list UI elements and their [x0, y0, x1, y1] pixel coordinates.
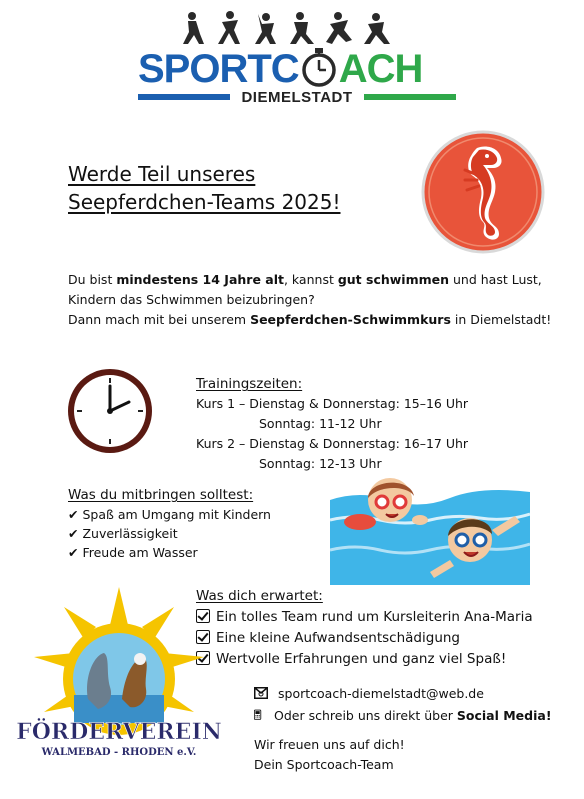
verein-subname: WALMEBAD - RHODEN e.V. — [41, 747, 197, 758]
intro-line-1 — [68, 270, 568, 290]
social-row — [254, 705, 552, 727]
intro-l1-d: gut schwimmen — [337, 272, 450, 287]
contact-section — [254, 683, 552, 727]
kurs1-sunday: Sonntag: 11-12 Uhr — [259, 416, 382, 431]
closing-section — [254, 735, 405, 775]
kurs2-label: Kurs 2 — [196, 436, 236, 451]
closing-line-2: Dein Sportcoach-Team — [254, 757, 394, 772]
clock-icon — [65, 366, 155, 456]
logo-word-part1: SPORTC — [138, 47, 299, 91]
bring-item — [68, 543, 271, 562]
checkmark-icon: ✔ — [68, 545, 83, 560]
page-title — [68, 160, 341, 216]
kurs1-line1 — [196, 394, 468, 414]
intro-l1-a: Du bist — [68, 272, 117, 287]
logo-bar-blue — [138, 94, 230, 100]
closing-line-1: Wir freuen uns auf dich! — [254, 737, 405, 752]
bring-item — [68, 505, 271, 524]
intro-line-2: Kindern das Schwimmen beizubringen? — [68, 292, 315, 307]
intro-l1-b: mindestens 14 Jahre alt — [116, 272, 284, 287]
swimming-kids-illustration — [330, 470, 530, 585]
expect-item — [196, 628, 533, 649]
title-line-2: Seepferdchen-Teams 2025! — [68, 190, 341, 214]
logo-subtitle: DIEMELSTADT — [241, 89, 353, 106]
bring-item-text: Zuverlässigkeit — [82, 526, 178, 541]
expect-item-text: Wertvolle Erfahrungen und ganz viel Spaß! — [216, 651, 507, 667]
bring-item — [68, 524, 271, 543]
intro-l1-c: , kannst — [283, 272, 338, 287]
kurs2-sunday: Sonntag: 12-13 Uhr — [259, 456, 382, 471]
intro-l3-c: in Diemelstadt! — [450, 312, 552, 327]
intro-l3-b: Seepferdchen-Schwimmkurs — [250, 312, 451, 327]
social-text: Oder schreib uns direkt über — [274, 708, 457, 723]
expect-item — [196, 607, 533, 628]
logo-word-part2: ACH — [338, 47, 423, 91]
expect-section — [196, 586, 533, 670]
verein-name: FÖRDERVEREIN — [16, 719, 222, 745]
expect-item-text: Eine kleine Aufwandsentschädigung — [216, 630, 461, 646]
expect-heading: Was dich erwartet: — [196, 588, 323, 604]
email-row — [254, 683, 552, 705]
foerderverein-logo — [14, 587, 224, 772]
social-media-link[interactable]: Social Media! — [456, 708, 552, 723]
checkmark-icon: ✔ — [68, 526, 83, 541]
kurs2-line1 — [196, 434, 468, 454]
logo-wordmark — [138, 46, 422, 89]
sportcoach-logo — [130, 10, 460, 105]
athlete-silhouettes-icon — [170, 10, 410, 46]
email-icon — [254, 687, 268, 699]
seahorse-badge-icon — [421, 130, 545, 254]
intro-text — [68, 270, 568, 330]
bring-section — [68, 486, 271, 562]
kurs1-weekday: – Dienstag & Donnerstag: 15–16 Uhr — [235, 396, 469, 411]
intro-l3-a: Dann mach mit bei unserem — [68, 312, 251, 327]
logo-bar-green — [364, 94, 456, 100]
email-link[interactable]: sportcoach-diemelstadt@web.de — [278, 686, 484, 701]
training-times — [196, 374, 468, 474]
expect-item — [196, 649, 533, 670]
bring-item-text: Spaß am Umgang mit Kindern — [82, 507, 271, 522]
bring-heading: Was du mitbringen solltest: — [68, 487, 254, 503]
title-line-1: Werde Teil unseres — [68, 162, 256, 186]
training-heading: Trainingszeiten: — [196, 376, 303, 392]
intro-line-3 — [68, 310, 568, 330]
stopwatch-icon — [299, 46, 339, 88]
intro-l1-e: und hast Lust, — [449, 272, 542, 287]
bring-item-text: Freude am Wasser — [82, 545, 198, 560]
logo-bars — [138, 90, 456, 104]
kurs1-label: Kurs 1 — [196, 396, 236, 411]
kurs2-weekday: – Dienstag & Donnerstag: 16–17 Uhr — [235, 436, 469, 451]
checkmark-icon: ✔ — [68, 507, 83, 522]
phone-icon — [254, 707, 264, 721]
expect-item-text: Ein tolles Team rund um Kursleiterin Ana-Maria — [216, 609, 533, 625]
